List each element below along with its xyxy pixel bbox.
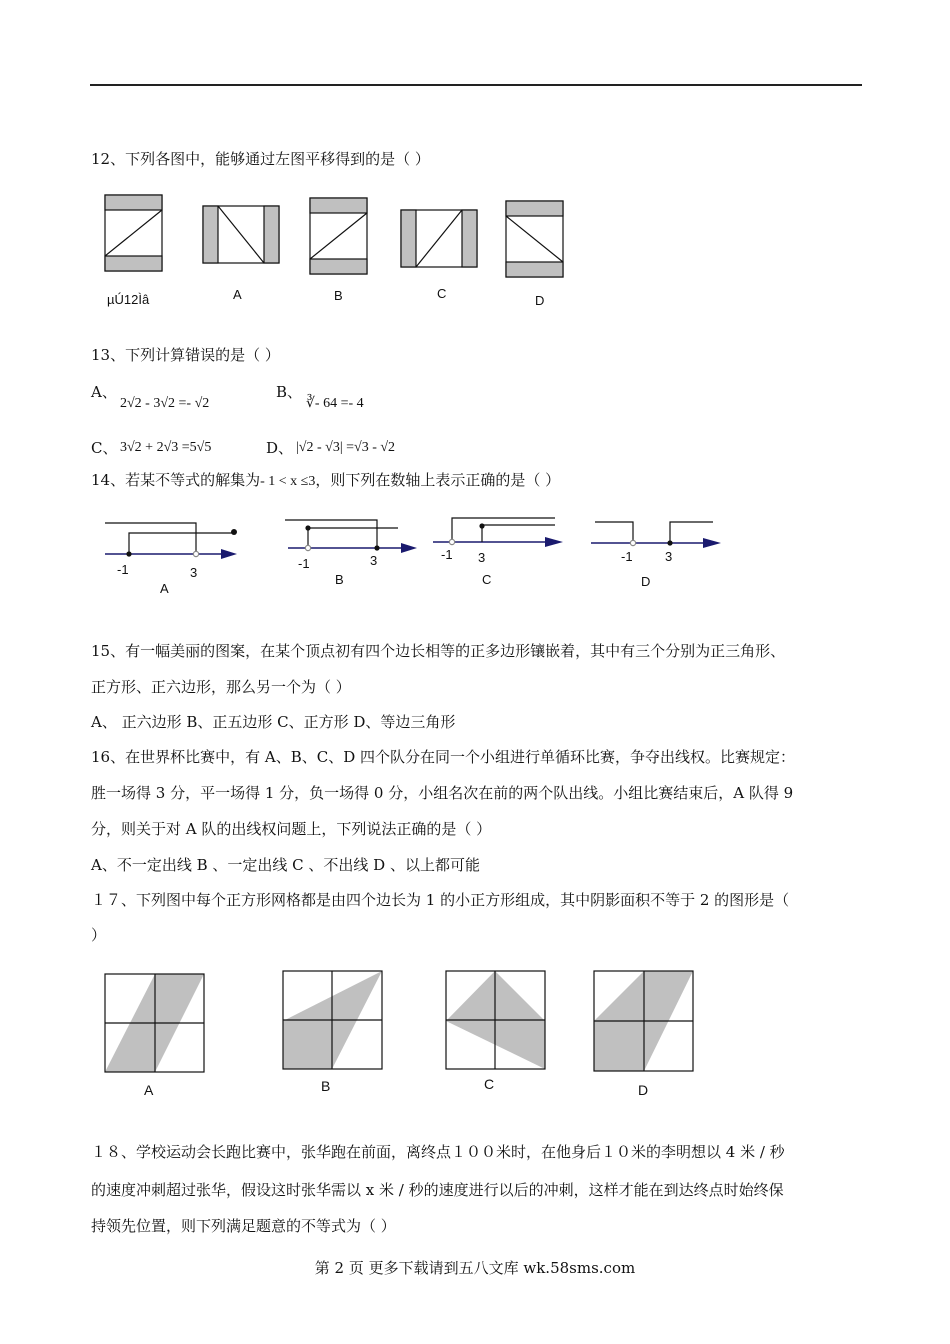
- q13-text: 13、下列计算错误的是（ ）: [91, 346, 280, 364]
- q17-label-d: D: [638, 1082, 649, 1098]
- q14-text-pre: 14、若某不等式的解集为: [91, 471, 261, 489]
- q17-line1: １７、下列图中每个正方形网格都是由四个边长为 1 的小正方形组成，其中阴影面积不等于 2 的图形是（: [91, 891, 790, 909]
- q13-option-a-label: A、: [91, 383, 117, 401]
- q14-text: [91, 470, 560, 492]
- q14-a-tick-3: 3: [190, 565, 198, 580]
- q13-option-c-label: C、: [91, 439, 118, 457]
- q14-d-tick-3: 3: [665, 549, 673, 564]
- q12-text: 12、下列各图中，能够通过左图平移得到的是（ ）: [91, 150, 430, 168]
- q15-line2: 正方形、正六边形，那么另一个为（ ）: [91, 678, 351, 696]
- q12-label-original: µÚ12Ìâ: [107, 292, 150, 307]
- q13-option-d-expr: |√2 - √3| =√3 - √2: [296, 440, 396, 455]
- q12-original-figure: [105, 195, 162, 271]
- q14-option-c-numberline: [433, 518, 563, 547]
- q14-option-a-numberline: [105, 523, 237, 559]
- q14-option-b-numberline: [285, 520, 417, 553]
- q12-label-c: C: [437, 286, 447, 301]
- q13-option-a-expr: 2√2 - 3√2 =- √2: [120, 396, 210, 411]
- q13-option-d-label: D、: [266, 439, 294, 457]
- q16-options: A、不一定出线 B 、一定出线 C 、不出线 D 、以上都可能: [91, 856, 480, 874]
- q17-option-b-figure: [283, 971, 382, 1069]
- header-rule: [90, 84, 862, 86]
- q17-option-a-figure: [105, 974, 204, 1072]
- q14-text-post: ，则下列在数轴上表示正确的是（ ）: [315, 471, 561, 489]
- q17-option-d-figure: [594, 971, 693, 1071]
- q12-label-a: A: [233, 287, 242, 302]
- q14-label-b: B: [335, 572, 344, 587]
- q17-line2: ）: [91, 926, 107, 944]
- q14-d-tick-neg1: -1: [621, 549, 633, 564]
- q17-label-b: B: [321, 1078, 331, 1094]
- q13-option-b-label: B、: [276, 383, 303, 401]
- q17-option-c-figure: [446, 971, 545, 1069]
- q18-line3: 持领先位置，则下列满足题意的不等式为（ ）: [91, 1217, 396, 1235]
- q12-label-b: B: [334, 288, 343, 303]
- q17-label-a: A: [144, 1082, 154, 1098]
- page-footer: 第 2 页 更多下载请到五八文库 wk.58sms.com: [314, 1259, 636, 1277]
- q16-line3: 分，则关于对 A 队的出线权问题上，下列说法正确的是（ ）: [91, 820, 492, 838]
- q12-option-b-figure: [310, 198, 367, 274]
- q14-label-d: D: [641, 574, 651, 589]
- q14-a-tick-neg1: -1: [117, 562, 129, 577]
- q15-options: A、 正六边形 B、正五边形 C、正方形 D、等边三角形: [91, 713, 456, 731]
- q12-option-d-figure: [506, 201, 563, 277]
- q15-line1: 15、有一幅美丽的图案，在某个顶点初有四个边长相等的正多边形镶嵌着，其中有三个分别为正三角形、: [91, 642, 786, 660]
- q14-c-tick-3: 3: [478, 550, 486, 565]
- q16-line2: 胜一场得 3 分，平一场得 1 分，负一场得 0 分，小组名次在前的两个队出线。小组比赛结束后，A 队得 9: [91, 784, 794, 802]
- q16-line1: 16、在世界杯比赛中，有 A、B、C、D 四个队分在同一个小组进行单循环比赛，争夺出线权。比赛规定：: [91, 748, 795, 766]
- q14-label-c: C: [482, 572, 492, 587]
- q14-option-d-numberline: [591, 522, 721, 548]
- q14-b-tick-neg1: -1: [298, 556, 310, 571]
- q12-figures: [100, 190, 580, 282]
- q18-line2: 的速度冲刺超过张华，假设这时张华需以 x 米 / 秒的速度进行以后的冲刺，这样才能在到达终点时始终保: [91, 1181, 784, 1199]
- q14-b-tick-3: 3: [370, 553, 378, 568]
- q12-option-a-figure: [203, 206, 279, 263]
- q13-option-c-expr: 3√2 + 2√3 =5√5: [120, 440, 212, 455]
- q12-option-c-figure: [401, 210, 477, 267]
- q13-option-b-expr: ∛- 64 =- 4: [306, 396, 364, 411]
- q14-inequality: - 1 < x ≤3: [260, 474, 316, 489]
- q12-label-d: D: [535, 293, 545, 308]
- q17-label-c: C: [484, 1076, 495, 1092]
- q14-label-a: A: [160, 581, 169, 596]
- q18-line1: １８、学校运动会长跑比赛中，张华跑在前面，离终点１００米时，在他身后１０米的李明想以 4 米 / 秒: [91, 1143, 785, 1161]
- q14-c-tick-neg1: -1: [441, 547, 453, 562]
- q17-figures: [100, 965, 700, 1077]
